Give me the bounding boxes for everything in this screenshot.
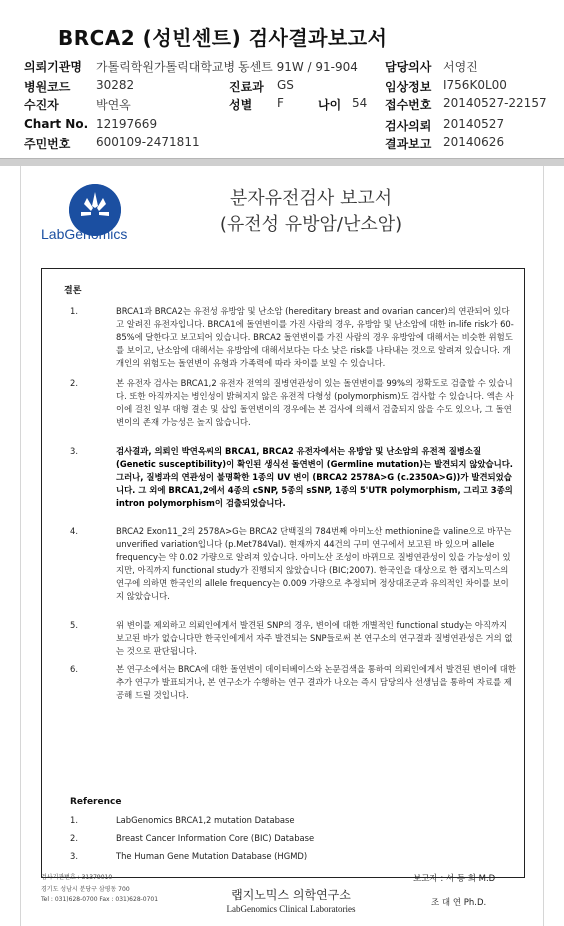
conclusion-paragraph: 6. 본 연구소에서는 BRCA에 대한 돌연변이 데이터베이스와 논문검색을 통하여 의뢰인에게서 발견된 변이에 대한 추가 연구가 발표되거나, 본 연구소가 수행하는 연구 결과가 나오는 즉시 담당의사 선생님을 통하여 자료를 제공해 드릴 것입니다.	[70, 664, 516, 700]
conclusion-heading: 결론	[64, 286, 82, 296]
conclusion-box: 결론 1. BRCA1과 BRCA2는 유전성 유방암 및 난소암 (hereditary breast and ovarian cancer)의 연관되어 있다고 알려진 유전자입니다. BRCA1에 돌연변이를 가진 사람의 경우, 유방암 및 난소암에 대한 in-life risk가 60-85%에 달한다고 보고되어 있습니다. BRCA2 돌연변이를 가진 사람의 경우 유방암에 대해서는 비슷한 위험도를 보이고, 난소암에 대해서는 유방암에 대해서보다는 다소 낮은 risk를 나타내는 것으로 알려져 있습니다. 개개인의 위험도는 돌연변이 유형과 가족력에 따라 차이를 보일 수 있습니다. 2. 본 유전자 검사는 BRCA1,2 유전자 전역의 질병연관성이 있는 돌연변이를 99%의 정확도로 검출할 수 있습니다. 또한 아직까지는 병인성이 밝혀지지 않은 유전적 다형성 (polymorphism)도 검사할 수 있습니다. 엑손 사이에 걸친 일부 대형 결손 및 삽입 돌연변이의 경우에는 본 검사에 의해서 검출되지 않을 수도 있으나, 그 돌연변이의 존재 가능성은 높지 않습니다. 3. 검사결과, 의뢰인 박연옥씨의 BRCA1, BRCA2 유전자에서는 유방암 및 난소암의 유전적 질병소질 (Genetic susceptibility)이 확인된 생식선 돌연변이 (Germline mutation)는 발견되지 않았습니다. 그러나, 질병과의 연관성이 불명확한 1종의 UV 변이 (BRCA2 2578A>G (c.2350A>G))가 발견되었습니다. 그 외에 BRCA1,2에서 4종의 cSNP, 5종의 sSNP, 1종의 5'UTR polymorphism, 그리고 3종의 intron polymorphism이 검출되었습니다. 4. BRCA2 Exon11_2의 2578A>G는 BRCA2 단백질의 784번째 아미노산 methionine을 valine으로 바꾸는 unverified variation입니다 (p.Met784Val). 현재까지 44건의 구미 연구에서 보고된 바 있으며 allele frequency는 약 0.02 가량으로 알려져 있습니다. 아미노산 조성이 바뀌므로 질병연관성이 있을 가능성이 있지만, 아직까지 functional study가 진행되지 않았습니다 (BIC;2007). 한국인을 대상으로 한 랩지노믹스의 연구에 의하면 한국인의 allele frequency는 0.009 가량으로 추정되며 정상대조군과 유의적인 차이를 보이지 않았습니다. 5. 위 변이를 제외하고 의뢰인에게서 발견된 SNP의 경우, 변이에 대한 개별적인 functional study는 아직까지 보고된 바가 없습니다만 한국인에게서 자주 발견되는 SNP들로써 본 연구소의 연구결과 질병연관성은 거의 없는 것으로 판단됩니다. 6. 본 연구소에서는 BRCA에 대한 돌연변이 데이터베이스와 논문검색을 통하여 의뢰인에게서 발견된 변이에 대한 추가 연구가 발표되거나, 본 연구소가 수행하는 연구 결과가 나오는 즉시 담당의사 선생님을 통하여 자료를 제공해 드릴 것입니다. Reference 1. LabGenomics BRCA1,2 mutation Database 2. Breast Cancer Information Core (BIC) Database 3. The Human Gene Mutation Database (HGMD)	[41, 268, 525, 878]
conclusion-paragraph: 4. BRCA2 Exon11_2의 2578A>G는 BRCA2 단백질의 784번째 아미노산 methionine을 valine으로 바꾸는 unverified variation입니다 (p.Met784Val). 현재까지 44건의 구미 연구에서 보고된 바 있으며 allele frequency는 약 0.02 가량으로 알려져 있습니다. 아미노산 조성이 바뀌므로 질병연관성이 있을 가능성이 있지만, 아직까지 functional study가 진행되지 않았습니다 (BIC;2007). 한국인을 대상으로 한 랩지노믹스의 연구에 의하면 한국인의 allele frequency는 0.009 가량으로 추정되며 정상대조군과 유의적인 차이를 보이지 않았습니다.	[70, 526, 512, 601]
report-title: 분자유전검사 보고서	[229, 188, 393, 209]
reference-heading: Reference	[70, 797, 122, 807]
footer-institute-name-en: LabGenomics Clinical Laboratories	[226, 904, 356, 914]
conclusion-paragraph: 2. 본 유전자 검사는 BRCA1,2 유전자 전역의 질병연관성이 있는 돌연변이를 99%의 정확도로 검출할 수 있습니다. 또한 아직까지는 병인성이 밝혀지지 않은 유전적 다형성 (polymorphism)도 검사할 수 있습니다. 엑손 사이에 걸친 일부 대형 결손 및 삽입 돌연변이의 경우에는 본 검사에 의해서 검출되지 않을 수도 있으나, 그 돌연변이의 존재 가능성은 높지 않습니다.	[70, 378, 514, 427]
conclusion-paragraph: 5. 위 변이를 제외하고 의뢰인에게서 발견된 SNP의 경우, 변이에 대한 개별적인 functional study는 아직까지 보고된 바가 없습니다만 한국인에게서 자주 발견되는 SNP들로써 본 연구소의 연구결과 질병연관성은 거의 없는 것으로 판단됩니다.	[70, 620, 513, 656]
page-title: BRCA2 (성빈센트) 검사결과보고서	[58, 26, 388, 50]
header-divider	[0, 158, 564, 166]
footer-contact: Tel : 031)628-0700 Fax : 031)628-0701	[41, 896, 159, 903]
labgenomics-logo-text: LabGenomics	[41, 226, 128, 242]
footer-approver: 조 대 연 Ph.D.	[431, 898, 487, 908]
footer-reporter: 보고자 : 서 동 희 M.D	[413, 874, 496, 884]
conclusion-paragraph: 3. 검사결과, 의뢰인 박연옥씨의 BRCA1, BRCA2 유전자에서는 유방암 및 난소암의 유전적 질병소질 (Genetic susceptibility)이 확인된 생식선 돌연변이 (Germline mutation)는 발견되지 않았습니다. 그러나, 질병과의 연관성이 불명확한 1종의 UV 변이 (BRCA2 2578A>G (c.2350A>G))가 발견되었습니다. 그 외에 BRCA1,2에서 4종의 cSNP, 5종의 sSNP, 1종의 5'UTR polymorphism, 그리고 3종의 intron polymorphism이 검출되었습니다.	[70, 446, 513, 508]
report-header: BRCA2 (성빈센트) 검사결과보고서 의뢰기관명 가톨릭학원가톨릭대학교병 병원코드 30282 수진자 박연옥 Chart No. 12197669 주민번호 600109-2471811 동센트 91W / 91-904 진료과 GS 성별 F 나이 54 담당의사 서영진 임상정보 I756K0L00 접수번호 20140527-22157 검사의뢰 20140527 결과보고 20140626	[0, 0, 564, 160]
footer-address: 경기도 성남시 분당구 삼평동 700	[41, 886, 130, 893]
report-sheet	[20, 166, 544, 926]
footer-institute-name: 랩지노믹스 의학연구소	[231, 888, 351, 902]
report-subtitle: (유전성 유방암/난소암)	[219, 214, 403, 235]
footer-lab-number: 검사기관번호 : 31379010	[41, 874, 113, 881]
conclusion-paragraph: 1. BRCA1과 BRCA2는 유전성 유방암 및 난소암 (hereditary breast and ovarian cancer)의 연관되어 있다고 알려진 유전자입니다. BRCA1에 돌연변이를 가진 사람의 경우, 유방암 및 난소암에 대한 in-life risk가 60-85%에 달한다고 보고되어 있습니다. BRCA2 돌연변이를 가진 사람의 경우 유방암에 대해서는 비슷한 위험도를 보이고, 난소암에 대해서는 유방암에 대해서보다는 다소 낮은 risk를 나타내는 것으로 알려져 있습니다. 개개인의 위험도는 돌연변이 유형과 가족력에 따라 차이를 보일 수 있습니다.	[70, 306, 514, 368]
